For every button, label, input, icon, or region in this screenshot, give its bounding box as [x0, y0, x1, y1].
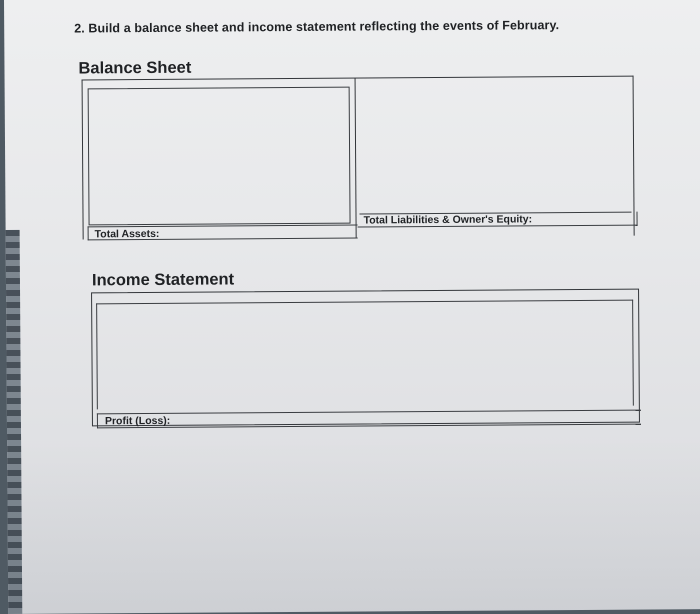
profit-loss-label: Profit (Loss): [104, 414, 171, 428]
assets-entry-area[interactable] [88, 87, 351, 226]
liabilities-equity-entry-area[interactable] [359, 81, 632, 215]
page-shadow [7, 435, 700, 614]
assets-column [83, 79, 357, 240]
balance-sheet-title: Balance Sheet [78, 58, 192, 78]
page-edge [6, 230, 23, 614]
total-assets-row[interactable] [88, 225, 358, 241]
profit-loss-row[interactable] [97, 410, 641, 429]
worksheet-page [4, 0, 700, 614]
total-liabilities-equity-label: Total Liabilities & Owner's Equity: [363, 213, 533, 227]
total-liabilities-equity-row[interactable] [357, 212, 637, 228]
total-assets-label: Total Assets: [94, 227, 160, 241]
question-text: 2. Build a balance sheet and income statement reflecting the events of February. [74, 18, 560, 36]
income-statement-frame [91, 289, 640, 427]
income-statement-entry-area[interactable] [96, 300, 634, 410]
income-statement-title: Income Statement [91, 270, 235, 290]
